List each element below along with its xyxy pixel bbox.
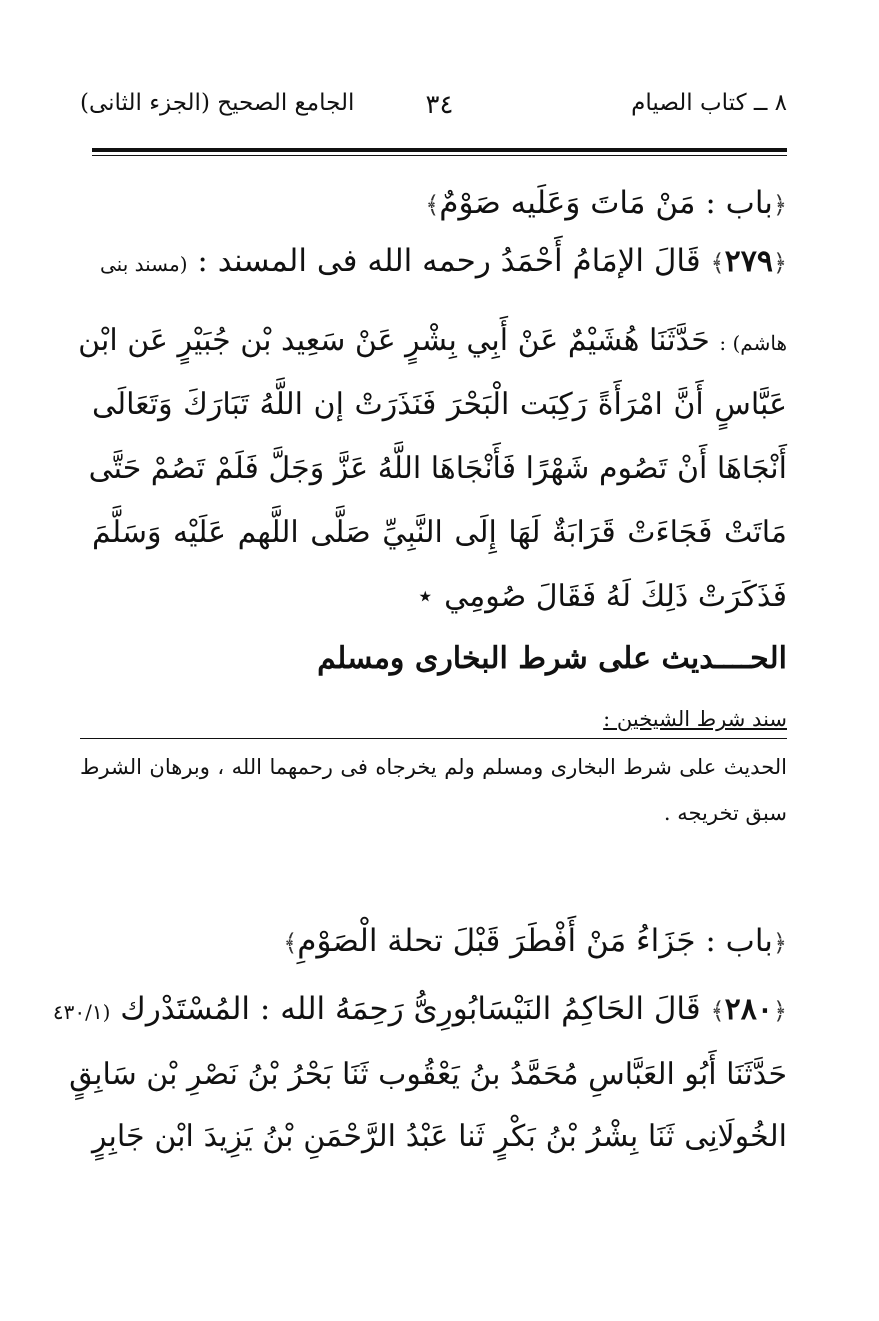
hadith-text: حَدَّثَنَا هُشَيْمٌ عَنْ أَبِي بِشْرٍ عَنْ سَعِيد بْن جُبَيْرٍ عَن ابْن xyxy=(78,323,710,358)
ornament-open-bracket: ﴿ xyxy=(772,929,787,957)
section2-heading xyxy=(92,918,787,966)
hadith-279-line-2: عَبَّاسٍ أَنَّ امْرَأَةً رَكِبَت الْبَحْرَ فَنَذَرَتْ إن اللَّهُ تَبَارَكَ وَتَعَالَى xyxy=(92,387,787,422)
ornament-open-bracket: ﴿ xyxy=(772,249,787,277)
header-rule-thin xyxy=(92,155,787,156)
hadith-280-line-2: الخُولَانِى ثَنَا بِشْرُ بْنُ بَكْرٍ ثَنا عَبْدُ الرَّحْمَنِ بْنُ يَزِيدَ ابْن جَابِرٍ xyxy=(92,1119,787,1154)
hadith-number: ٢٧٩ xyxy=(724,244,773,279)
header-rule-thick xyxy=(92,148,787,152)
ornament-close-bracket: ﴾ xyxy=(710,249,725,277)
hadith-279-line-4: مَاتَتْ فَجَاءَتْ قَرَابَةٌ لَهَا إِلَى النَّبِيِّ صَلَّى اللَّهم عَلَيْه وَسَلَّمَ xyxy=(92,515,787,550)
header-book-title: الجامع الصحيح (الجزء الثانى) xyxy=(80,90,355,116)
source-reference: (٤٣٠/١ xyxy=(52,1000,111,1024)
header-page-number: ٣٤ xyxy=(425,90,454,120)
source-reference-end: هاشم) : xyxy=(719,331,787,355)
ornament-open-bracket: ﴿ xyxy=(772,191,787,219)
section2-heading-text: باب : جَزَاءُ مَنْ أَفْطَرَ قَبْلَ تحلة الْصَوْمِ xyxy=(297,923,773,959)
hadith-280-intro-line xyxy=(52,986,787,1035)
hadith-279-line-1 xyxy=(78,318,787,366)
hadith-intro: قَالَ الحَاكِمُ النَيْسَابُورِىُّ رَحِمَهُ الله : المُسْتَدْرك xyxy=(120,991,701,1027)
ornament-close-bracket: ﴾ xyxy=(710,997,725,1025)
hadith-279-intro-line xyxy=(92,238,787,287)
ornament-open-bracket: ﴿ xyxy=(772,997,787,1025)
footnote-line-2: سبق تخريجه . xyxy=(663,801,787,825)
section1-heading-text: باب : مَنْ مَاتَ وَعَلَيه صَوْمٌ xyxy=(439,185,773,221)
hadith-279-line-3: أَنْجَاهَا أَنْ تَصُوم شَهْرًا فَأَنْجَاهَا اللَّهُ عَزَّ وَجَلَّ فَلَمْ تَصُمْ حَتَّى xyxy=(88,451,787,486)
source-reference-start: (مسند بنى xyxy=(100,252,188,276)
hadith-number: ٢٨٠ xyxy=(724,992,773,1027)
section1-heading xyxy=(92,180,787,228)
hadith-280-line-1: حَدَّثَنَا أَبُو العَبَّاسِ مُحَمَّدُ بنُ يَعْقُوب ثَنَا بَحْرُ بْنُ نَصْرِ بْن سَابِقٍ xyxy=(69,1057,787,1092)
hadith-intro: قَالَ الإمَامُ أَحْمَدُ رحمه الله فى المسند : xyxy=(197,243,701,279)
ornament-close-bracket: ﴾ xyxy=(425,191,440,219)
header-chapter: ٨ ــ كتاب الصيام xyxy=(631,90,787,116)
footnote-rule xyxy=(80,738,787,739)
hadith-279-line-5: فَذَكَرَتْ ذَلِكَ لَهُ فَقَالَ صُومِي ⋆ xyxy=(415,579,787,614)
ornament-close-bracket: ﴾ xyxy=(283,929,298,957)
hadith-ruling: الحــــديث على شرط البخارى ومسلم xyxy=(317,641,787,676)
footnote-title: سند شرط الشيخين : xyxy=(603,707,787,731)
footnote-line-1: الحديث على شرط البخارى ومسلم ولم يخرجاه فى رحمهما الله ، وبرهان الشرط xyxy=(80,755,787,779)
